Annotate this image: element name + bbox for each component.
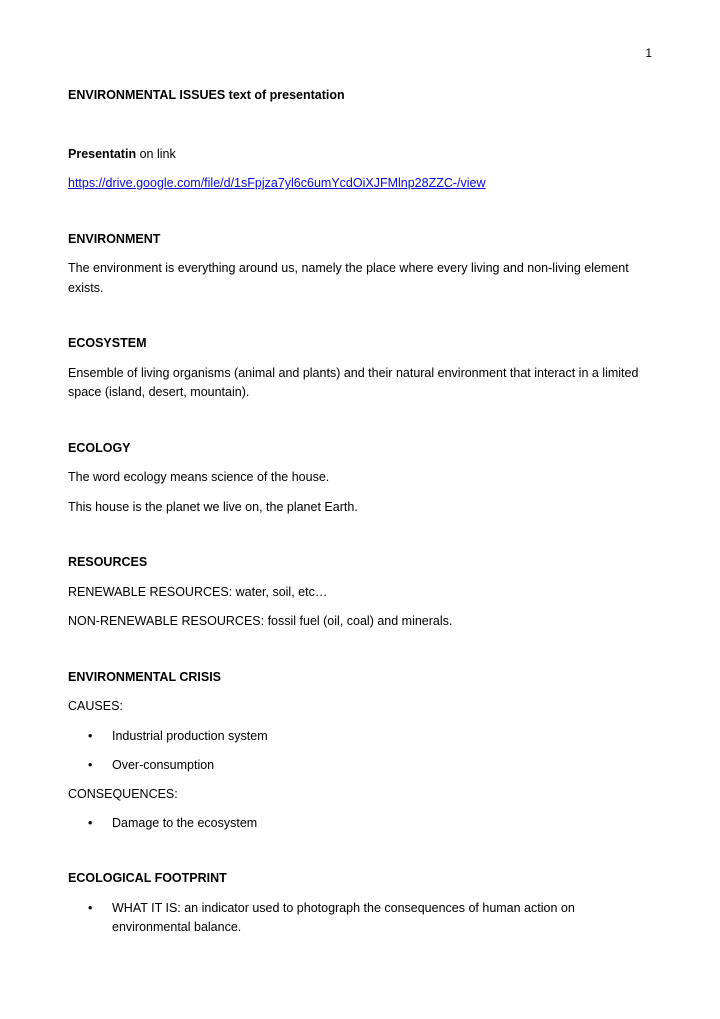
list-item-text: Damage to the ecosystem	[112, 816, 258, 830]
causes-label: CAUSES:	[68, 699, 123, 713]
list-item-text: Industrial production system	[112, 728, 268, 743]
bullet-icon: •	[88, 728, 93, 743]
causes-list	[68, 727, 653, 776]
section-heading-ecosystem: ECOSYSTEM	[68, 336, 147, 350]
list-item-text: Over-consumption	[112, 757, 215, 772]
section-heading-resources: RESOURCES	[68, 555, 148, 569]
footprint-list	[68, 899, 653, 938]
list-item	[68, 814, 653, 834]
ecosystem-text: Ensemble of living organisms (animal and plants) and their natural environment that interact in a limited space (island, desert, mountain).	[68, 365, 639, 399]
page-number: 1	[645, 46, 652, 60]
ecology-line-2: This house is the planet we live on, the planet Earth.	[68, 499, 358, 514]
bullet-icon: •	[88, 900, 93, 915]
environment-text: The environment is everything around us, namely the place where every living and non-living element exists.	[68, 261, 629, 295]
list-item	[68, 756, 653, 776]
consequences-list	[68, 814, 653, 834]
presentation-suffix: on link	[136, 146, 176, 161]
consequences-label: CONSEQUENCES:	[68, 786, 178, 801]
bullet-icon: •	[88, 816, 93, 830]
list-item	[68, 727, 653, 747]
list-item	[68, 899, 653, 938]
non-renewable-resources-text: NON-RENEWABLE RESOURCES: fossil fuel (oil, coal) and minerals.	[68, 614, 453, 628]
document-body	[68, 86, 653, 947]
presentation-line	[68, 145, 653, 165]
section-heading-environment: ENVIRONMENT	[68, 231, 161, 246]
renewable-resources-text: RENEWABLE RESOURCES: water, soil, etc…	[68, 584, 328, 599]
document-title: ENVIRONMENTAL ISSUES text of presentation	[68, 88, 345, 102]
presentation-link[interactable]: https://drive.google.com/file/d/1sFpjza7yl6c6umYcdOiXJFMlnp28ZZC-/view	[68, 176, 486, 190]
section-heading-ecology: ECOLOGY	[68, 440, 131, 455]
bullet-icon: •	[88, 757, 93, 772]
ecology-line-1: The word ecology means science of the house.	[68, 470, 330, 484]
section-heading-environmental-crisis: ENVIRONMENTAL CRISIS	[68, 669, 222, 684]
section-heading-ecological-footprint: ECOLOGICAL FOOTPRINT	[68, 871, 227, 885]
presentation-label: Presentatin	[68, 146, 137, 161]
list-item-text: WHAT IT IS: an indicator used to photograph the consequences of human action on environmental balance.	[112, 900, 575, 934]
